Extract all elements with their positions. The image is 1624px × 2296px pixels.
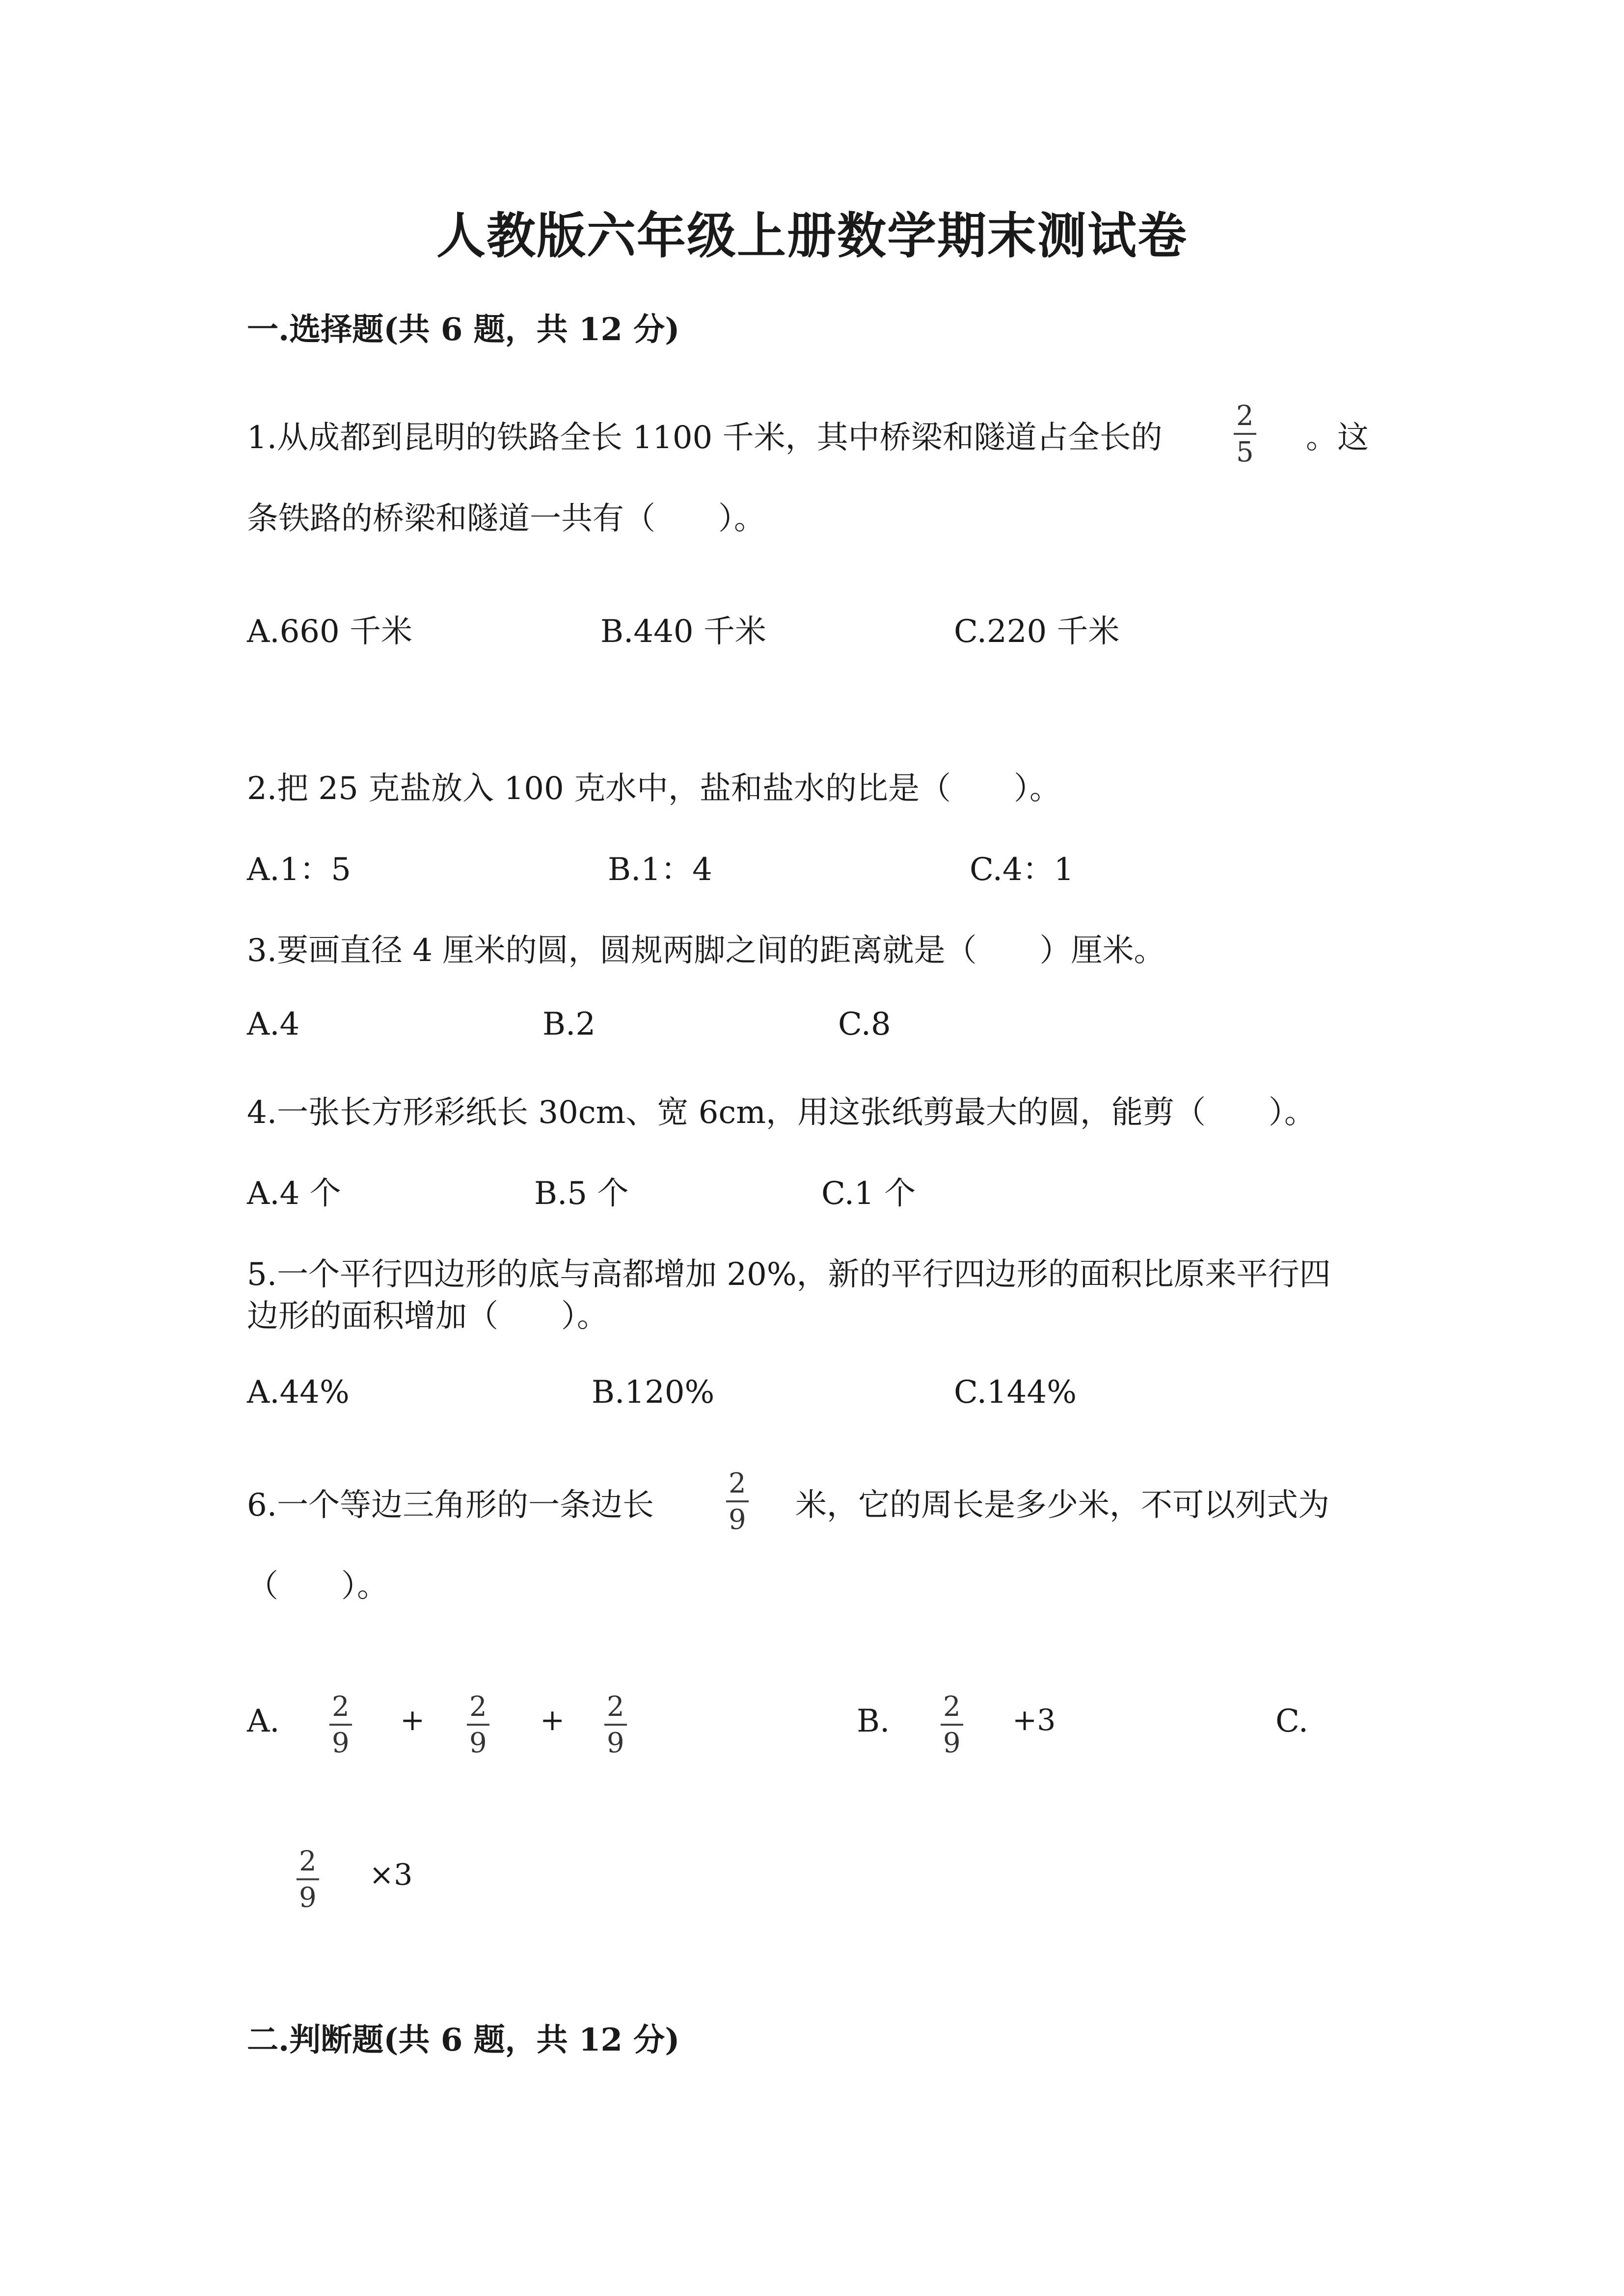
fraction-numerator: 2 — [1236, 400, 1254, 432]
question-6-option-a-label: A. — [247, 1703, 280, 1739]
fraction-numerator: 2 — [943, 1691, 961, 1723]
fraction-denominator: 9 — [469, 1727, 487, 1759]
question-5-line-1: 5.一个平行四边形的底与高都增加 20%，新的平行四边形的面积比原来平行四 — [247, 1256, 1331, 1293]
fraction-numerator: 2 — [607, 1691, 624, 1723]
question-3-option-a: A.4 — [247, 1006, 300, 1042]
fraction-denominator: 9 — [943, 1727, 961, 1759]
question-1-option-b: B.440 千米 — [600, 614, 766, 650]
plus-sign: + — [540, 1703, 565, 1737]
fraction-denominator: 9 — [607, 1727, 624, 1759]
question-4-option-a: A.4 个 — [247, 1175, 341, 1212]
fraction-numerator: 2 — [469, 1691, 487, 1723]
question-5-option-b: B.120% — [592, 1374, 715, 1411]
question-1-fraction — [1233, 402, 1257, 466]
fraction-numerator: 2 — [332, 1691, 350, 1723]
question-6-line-1: 6.一个等边三角形的一条边长 — [247, 1487, 654, 1523]
question-1-line-1: 1.从成都到昆明的铁路全长 1100 千米，其中桥梁和隧道占全长的 — [247, 420, 1163, 456]
fraction-denominator: 9 — [299, 1882, 317, 1914]
question-4-option-c: C.1 个 — [821, 1175, 916, 1212]
question-6-option-a-fraction-3 — [604, 1693, 627, 1757]
question-6-option-b-label: B. — [857, 1703, 890, 1739]
fraction-numerator: 2 — [299, 1845, 317, 1877]
question-6-option-b-fraction — [940, 1693, 964, 1757]
question-6-option-c-fraction — [296, 1845, 320, 1914]
fraction-denominator: 5 — [1236, 436, 1254, 468]
question-6-option-a-fraction-1 — [329, 1693, 352, 1757]
question-6-line-1-end: 米，它的周长是多少米，不可以列式为 — [795, 1487, 1329, 1523]
question-6-option-a-fraction-2 — [466, 1693, 490, 1757]
question-6-option-b-rest: +3 — [1012, 1703, 1056, 1737]
fraction-denominator: 9 — [729, 1504, 746, 1536]
question-3-option-b: B.2 — [542, 1006, 596, 1042]
fraction-numerator: 2 — [729, 1468, 746, 1499]
question-5-option-a: A.44% — [247, 1374, 350, 1411]
question-2-text: 2.把 25 克盐放入 100 克水中，盐和盐水的比是（ ）。 — [247, 771, 1061, 807]
plus-sign: + — [400, 1703, 425, 1737]
question-4-text: 4.一张长方形彩纸长 30cm、宽 6cm，用这张纸剪最大的圆，能剪（ ）。 — [247, 1095, 1316, 1131]
question-3-option-c: C.8 — [838, 1006, 891, 1042]
question-1-option-c: C.220 千米 — [954, 614, 1120, 650]
page-title: 人教版六年级上册数学期末测试卷 — [436, 207, 1188, 265]
question-1-option-a: A.660 千米 — [247, 614, 413, 650]
question-5-line-2: 边形的面积增加（ ）。 — [247, 1298, 608, 1335]
question-6-option-c-rest: ×3 — [369, 1858, 413, 1892]
question-6-line-2: （ ）。 — [247, 1568, 388, 1604]
question-6-option-c-label: C. — [1275, 1703, 1309, 1739]
question-2-option-b: B.1：4 — [608, 852, 712, 888]
question-2-option-a: A.1：5 — [247, 852, 351, 888]
section-heading-choice: 一.选择题(共 6 题，共 12 分) — [247, 311, 680, 348]
question-2-option-c: C.4：1 — [970, 852, 1074, 888]
question-6-fraction — [726, 1470, 749, 1534]
question-3-text: 3.要画直径 4 厘米的圆，圆规两脚之间的距离就是（ ）厘米。 — [247, 933, 1165, 969]
section-heading-judgement: 二.判断题(共 6 题，共 12 分) — [247, 2022, 680, 2058]
fraction-denominator: 9 — [332, 1727, 350, 1759]
question-5-option-c: C.144% — [954, 1374, 1077, 1411]
question-1-line-1-end: 。这 — [1306, 420, 1369, 456]
question-4-option-b: B.5 个 — [534, 1175, 629, 1212]
question-1-line-2: 条铁路的桥梁和隧道一共有（ ）。 — [247, 501, 765, 537]
